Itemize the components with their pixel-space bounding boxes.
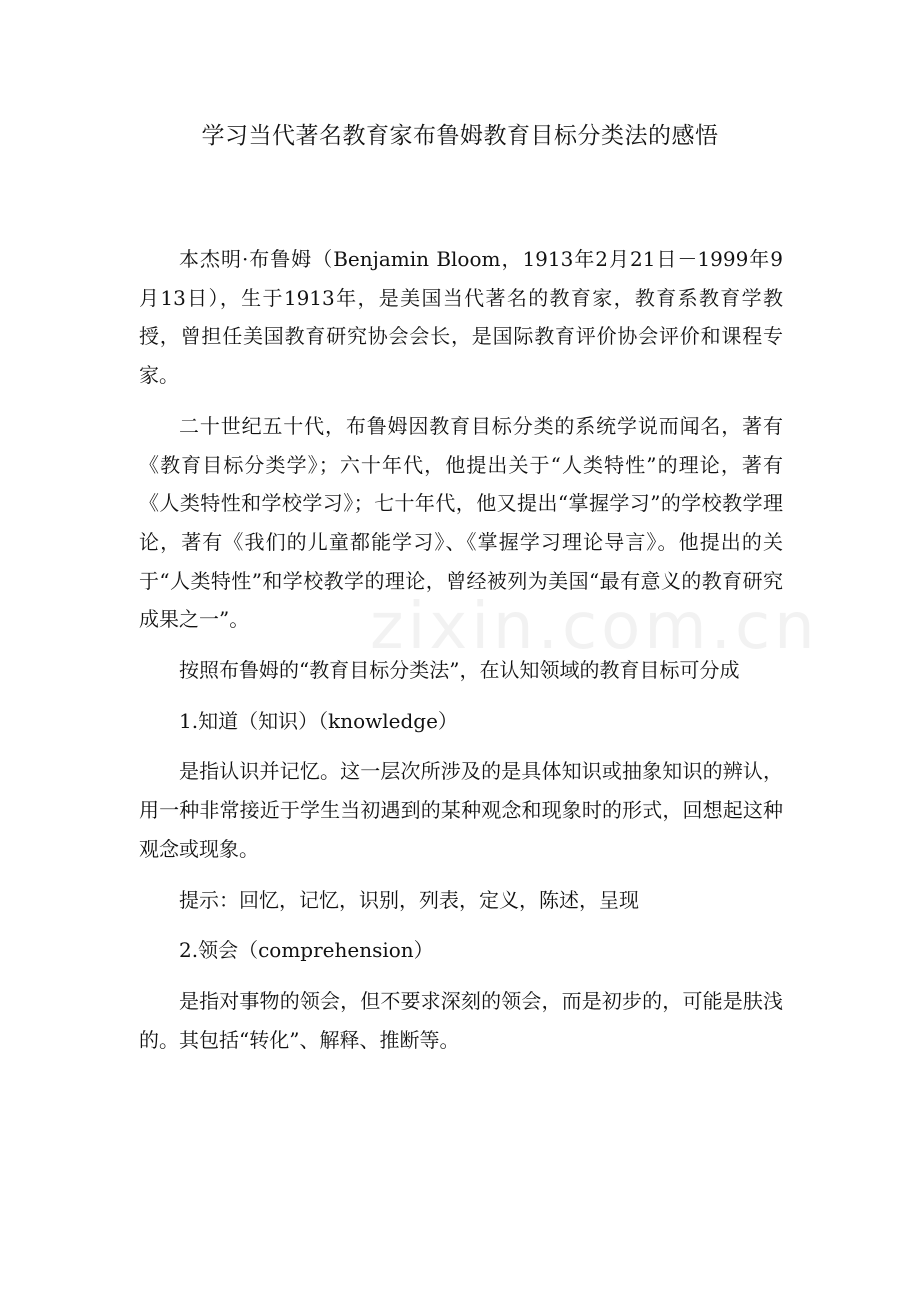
paragraph-knowledge-definition: 是指认识并记忆。这一层次所涉及的是具体知识或抽象知识的辨认，用一种非常接近于学生当初遇到的某种观念和现象时的形式，回想起这种观念或现象。 xyxy=(139,759,783,861)
paragraph-comprehension-definition: 是指对事物的领会，但不要求深刻的领会，而是初步的，可能是肤浅的。其包括“转化”、解释、推断等。 xyxy=(139,988,783,1052)
paragraph-classification-intro: 按照布鲁姆的“教育目标分类法”，在认知领域的教育目标可分成 xyxy=(179,658,740,683)
paragraph-bloom-works: 二十世纪五十代，布鲁姆因教育目标分类的系统学说而闻名，著有《教育目标分类学》；六十年代，他提出关于“人类特性”的理论，著有《人类特性和学校学习》；七十年代，他又提出“掌握学习”的学校教学理论，著有《我们的儿童都能学习》、《掌握学习理论导言》。他提出的关于“人类特性”和学校教学的理论，曾经被列为美国“最有意义的教育研究成果之一”。 xyxy=(139,413,783,632)
paragraph-bloom-bio: 本杰明·布鲁姆（Benjamin Bloom，1913年2月21日－1999年9月13日），生于1913年，是美国当代著名的教育家，教育系教育学教授，曾担任美国教育研究协会会长，是国际教育评价协会评价和课程专家。 xyxy=(139,247,783,388)
heading-knowledge: 1.知道（知识）（knowledge） xyxy=(179,708,458,733)
document-body xyxy=(139,240,783,1071)
heading-comprehension: 2.领会（comprehension） xyxy=(179,938,434,963)
paragraph-knowledge-hints: 提示：回忆，记忆，识别，列表，定义，陈述，呈现 xyxy=(179,887,639,912)
watermark: zixin.com.cn xyxy=(370,590,819,664)
document-title: 学习当代著名教育家布鲁姆教育目标分类法的感悟 xyxy=(201,123,719,149)
